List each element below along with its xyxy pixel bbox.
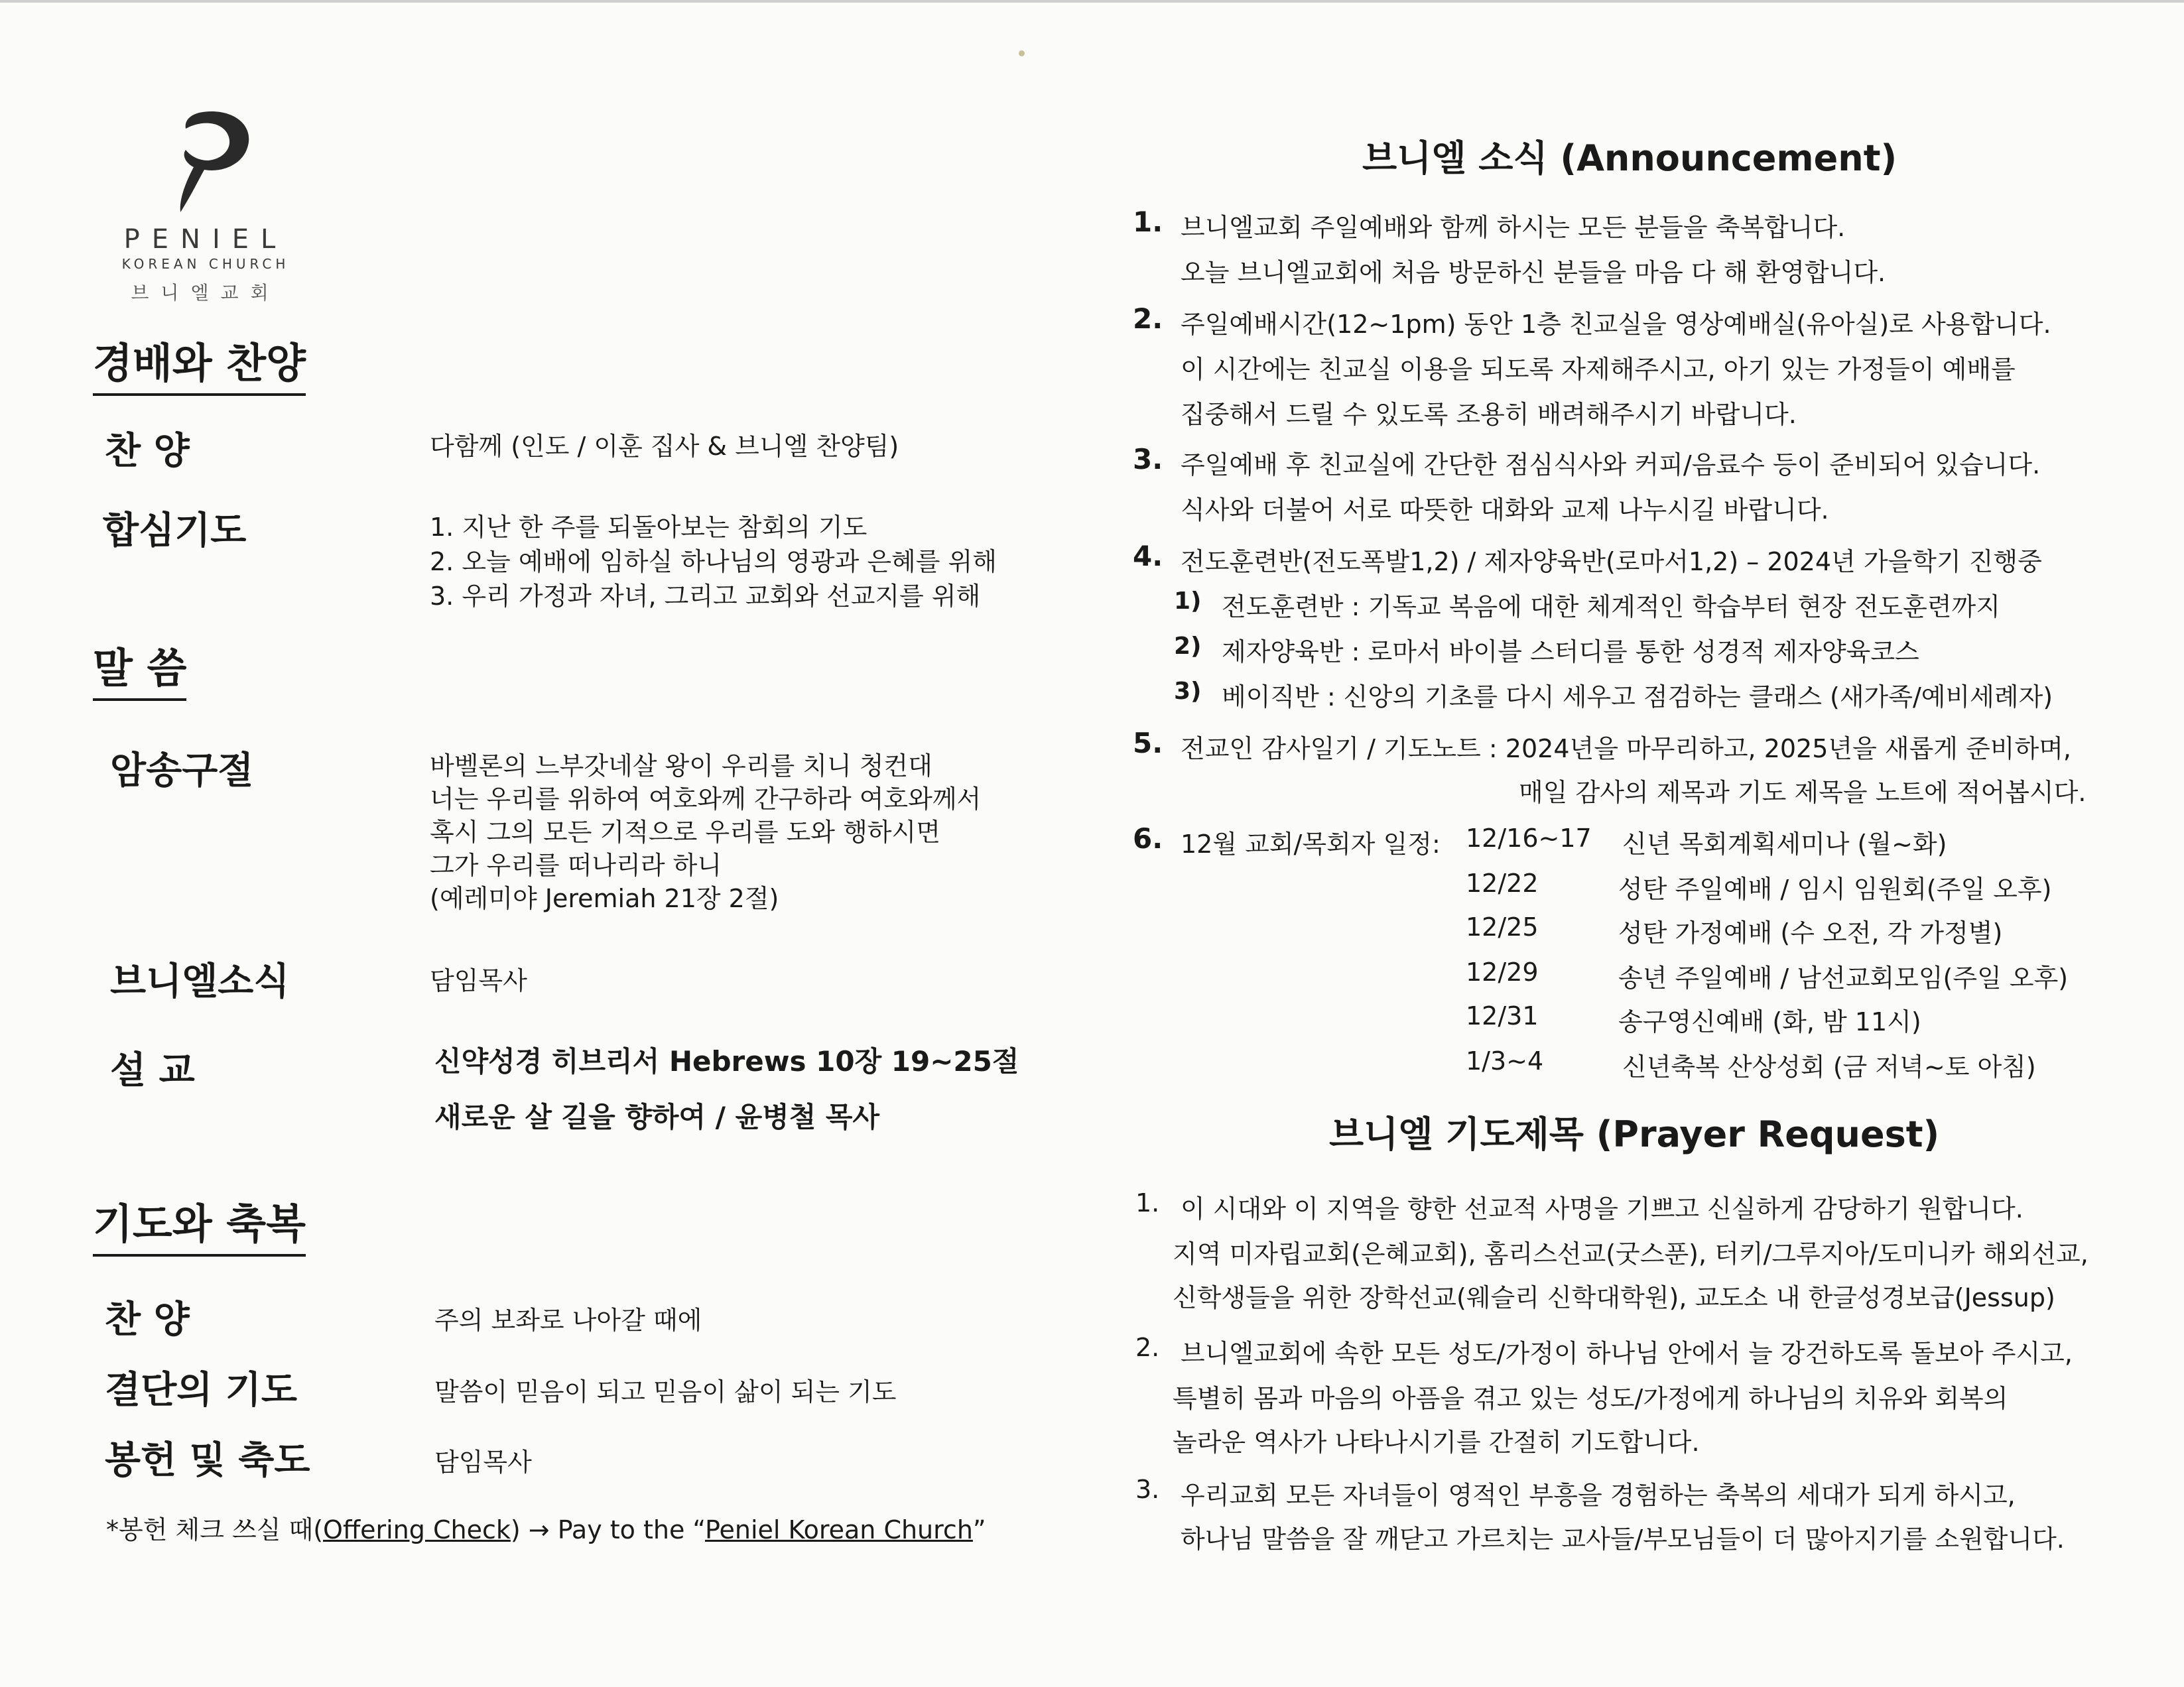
announcement-number: 4. [1133, 540, 1163, 572]
logo-subtitle: KOREAN CHURCH [121, 256, 290, 272]
schedule-lead: 12월 교회/목회자 일정: [1181, 830, 1441, 859]
announcement-number: 1. [1133, 206, 1163, 238]
label-sermon: 설 교 [110, 1049, 195, 1092]
announcement-line: 전도훈련반(전도폭발1,2) / 제자양육반(로마서1,2) – 2024년 가을학기 진행중 [1181, 547, 2042, 576]
label-church-news: 브니엘소식 [110, 960, 290, 1003]
sub-item-text: 전도훈련반 : 기독교 복음에 대한 체계적인 학습부터 현장 전도훈련까지 [1222, 592, 2000, 621]
announcement-line: 매일 감사의 제목과 기도 제목을 노트에 적어봅시다. [1519, 778, 2087, 807]
announcement-line: 브니엘교회 주일예배와 함께 하시는 모든 분들을 축복합니다. [1181, 213, 1846, 242]
sub-item-number: 2) [1174, 633, 1202, 660]
sub-item-number: 3) [1174, 678, 1202, 705]
schedule-event: 성탄 가정예배 (수 오전, 각 가정별) [1618, 918, 2003, 948]
value-closing-hymn: 주의 보좌로 나아갈 때에 [434, 1306, 702, 1335]
memory-verse-reference: (예레미야 Jeremiah 21장 2절) [430, 884, 779, 913]
offering-note-middle: ) → Pay to the “ [510, 1515, 705, 1544]
prayer-request-line: 이 시대와 이 지역을 향한 선교적 사명을 기쁘고 신실하게 감당하기 원합니다. [1181, 1194, 2023, 1223]
schedule-date: 12/22 [1466, 869, 1539, 898]
sub-item-text: 베이직반 : 신앙의 기초를 다시 세우고 점검하는 클래스 (새가족/예비세례자) [1222, 682, 2053, 712]
schedule-event: 성탄 주일예배 / 임시 임원회(주일 오후) [1618, 875, 2052, 904]
schedule-date: 12/29 [1466, 958, 1539, 987]
section-title-prayer-blessing: 기도와 축복 [93, 1191, 306, 1257]
prayer-request-line: 하나님 말씀을 잘 깨닫고 가르치는 교사들/부모님들이 더 많아지기를 소원합니다. [1181, 1525, 2065, 1554]
schedule-event: 송년 주일예배 / 남선교회모임(주일 오후) [1618, 964, 2069, 993]
payee-name: Peniel Korean Church [704, 1515, 973, 1544]
prayer-request-line: 특별히 몸과 마음의 아픔을 겪고 있는 성도/가정에게 하나님의 치유와 회복의 [1173, 1384, 2008, 1413]
value-praise: 다함께 (인도 / 이훈 집사 & 브니엘 찬양팀) [430, 432, 899, 461]
church-logo [106, 106, 305, 305]
label-offering-benediction: 봉헌 및 축도 [105, 1439, 310, 1482]
offering-note-suffix: ” [972, 1515, 986, 1544]
announcement-line: 이 시간에는 친교실 이용을 되도록 자제해주시고, 아기 있는 가정들이 예배를 [1181, 355, 2016, 384]
announcement-line: 식사와 더불어 서로 따뜻한 대화와 교제 나누시길 바랍니다. [1181, 495, 1829, 525]
logo-english: PENIEL [123, 224, 288, 255]
announcement-line: 전교인 감사일기 / 기도노트 : 2024년을 마무리하고, 2025년을 새롭게 준비하며, [1181, 734, 2072, 763]
sub-item-text: 제자양육반 : 로마서 바이블 스터디를 통한 성경적 제자양육코스 [1222, 637, 1919, 666]
value-church-news: 담임목사 [430, 966, 527, 995]
section-title-worship: 경배와 찬양 [93, 330, 306, 396]
memory-verse-line: 바벨론의 느부갓네살 왕이 우리를 치니 청컨대 [430, 751, 932, 781]
announcement-number: 5. [1133, 727, 1163, 759]
label-unison-prayer: 합심기도 [103, 509, 247, 552]
announcement-line: 주일예배시간(12~1pm) 동안 1층 친교실을 영상예배실(유아실)로 사용합니다. [1181, 310, 2051, 339]
memory-verse-line: 그가 우리를 떠나리라 하니 [430, 851, 722, 880]
logo-korean: 브니엘교회 [131, 282, 281, 304]
sermon-title: 새로운 살 길을 향하여 / 윤병철 목사 [434, 1101, 880, 1133]
section-title-word: 말 씀 [93, 635, 186, 701]
announcement-number: 3. [1133, 443, 1163, 475]
sub-item-number: 1) [1174, 588, 1202, 615]
schedule-event: 송구영신예배 (화, 밤 11시) [1618, 1007, 1921, 1036]
label-memory-verse: 암송구절 [110, 749, 254, 792]
page-edge [0, 0, 2184, 3]
prayer-request-line: 브니엘교회에 속한 모든 성도/가정이 하나님 안에서 늘 강건하도록 돌보아 주시고, [1181, 1339, 2073, 1368]
schedule-event: 신년축복 산상성회 (금 저녁~토 아침) [1622, 1052, 2036, 1082]
memory-verse-line: 혹시 그의 모든 기적으로 우리를 도와 행하시면 [430, 818, 940, 847]
prayer-request-line: 신학생들을 위한 장학선교(웨슬리 신학대학원), 교도소 내 한글성경보급(Jessup) [1173, 1283, 2055, 1312]
memory-verse-line: 너는 우리를 위하여 여호와께 간구하라 여호와께서 [430, 784, 982, 814]
paper-speck [1019, 50, 1025, 56]
announcement-line: 주일예배 후 친교실에 간단한 점심식사와 커피/음료수 등이 준비되어 있습니다. [1181, 450, 2041, 479]
sermon-scripture: 신약성경 히브리서 Hebrews 10장 19~25절 [434, 1045, 1019, 1078]
value-prayer-of-commitment: 말씀이 믿음이 되고 믿음이 삶이 되는 기도 [434, 1377, 897, 1406]
prayer-point: 1. 지난 한 주를 되돌아보는 참회의 기도 [430, 513, 867, 542]
peniel-p-logo-icon [153, 106, 259, 219]
announcement-number: 2. [1133, 302, 1163, 335]
prayer-request-line: 우리교회 모든 자녀들이 영적인 부흥을 경험하는 축복의 세대가 되게 하시고, [1181, 1481, 2016, 1510]
schedule-date: 12/16~17 [1466, 824, 1592, 853]
value-offering-benediction: 담임목사 [434, 1448, 532, 1477]
announcement-number: 6. [1133, 822, 1163, 855]
label-praise: 찬 양 [105, 430, 190, 473]
prayer-point: 2. 오늘 예배에 임하실 하나님의 영광과 은혜를 위해 [430, 547, 997, 576]
offering-check-text: Offering Check [323, 1515, 511, 1544]
announcement-line: 집중해서 드릴 수 있도록 조용히 배려해주시기 바랍니다. [1181, 400, 1797, 429]
label-prayer-of-commitment: 결단의 기도 [105, 1369, 297, 1412]
announcement-line: 오늘 브니엘교회에 처음 방문하신 분들을 마음 다 해 환영합니다. [1181, 258, 1886, 287]
schedule-date: 1/3~4 [1466, 1046, 1544, 1076]
prayer-request-line: 지역 미자립교회(은혜교회), 홈리스선교(굿스푼), 터키/그루지아/도미니카 해외선교, [1173, 1239, 2088, 1269]
announcement-title: 브니엘 소식 (Announcement) [1362, 137, 1897, 179]
prayer-request-number: 3. [1135, 1475, 1160, 1504]
label-closing-hymn: 찬 양 [105, 1298, 190, 1342]
schedule-date: 12/31 [1466, 1001, 1539, 1031]
prayer-point: 3. 우리 가정과 자녀, 그리고 교회와 선교지를 위해 [430, 582, 981, 611]
prayer-request-number: 1. [1135, 1188, 1160, 1218]
prayer-request-number: 2. [1135, 1333, 1160, 1362]
offering-note-prefix: *봉헌 체크 쓰실 때( [106, 1515, 324, 1544]
schedule-date: 12/25 [1466, 912, 1539, 942]
prayer-request-title: 브니엘 기도제목 (Prayer Request) [1329, 1113, 1940, 1155]
prayer-request-line: 놀라운 역사가 나타나시기를 간절히 기도합니다. [1173, 1428, 1700, 1457]
offering-check-note [106, 1509, 986, 1546]
schedule-event: 신년 목회계획세미나 (월~화) [1622, 830, 1947, 859]
